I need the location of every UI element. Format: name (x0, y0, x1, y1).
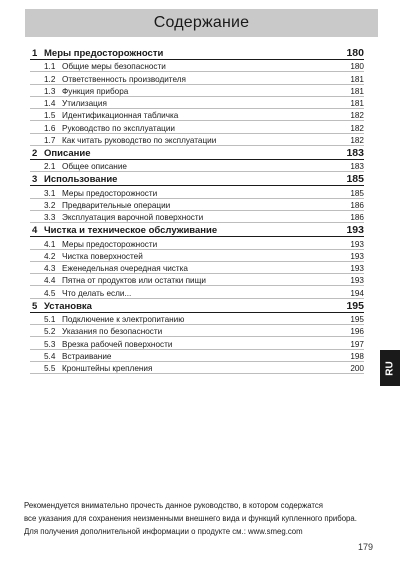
toc-item-title (44, 111, 178, 120)
footer-note (24, 500, 384, 538)
toc-item-number: 5.1 (44, 315, 56, 325)
toc-item-page: 182 (350, 136, 364, 146)
toc-item-number: 1.3 (44, 86, 56, 96)
toc-item-number: 1.4 (44, 99, 56, 109)
toc-item-page: 186 (350, 213, 364, 223)
toc-item-title (44, 213, 203, 222)
page-title: Содержание (153, 14, 250, 31)
toc-item-number: 4.5 (44, 288, 56, 298)
toc-item-page: 195 (350, 315, 364, 325)
toc-item-label: Утилизация (62, 99, 107, 109)
toc-section-number: 5 (32, 300, 38, 312)
toc-item-title (44, 162, 127, 171)
toc-item-row[interactable] (30, 237, 364, 249)
toc-item-label: Меры предосторожности (62, 239, 158, 249)
toc-item-page: 193 (350, 276, 364, 286)
toc-item-label: Эксплуатация варочной поверхности (62, 213, 204, 223)
toc-item-page: 198 (350, 351, 364, 361)
toc-item-label: Функция прибора (62, 86, 129, 96)
toc-item-row[interactable] (30, 85, 364, 97)
toc-item-row[interactable] (30, 250, 364, 262)
toc-item-page: 181 (350, 86, 364, 96)
toc-item-title (44, 352, 111, 361)
toc-item-label: Чистка поверхностей (62, 251, 143, 261)
toc-item-page: 193 (350, 239, 364, 249)
toc-item-label: Еженедельная очередная чистка (62, 264, 188, 274)
toc-section-row[interactable] (30, 224, 364, 237)
toc-item-row[interactable] (30, 160, 364, 172)
toc-item-number: 3.3 (44, 213, 56, 223)
toc-item-number: 3.2 (44, 200, 56, 210)
toc-section-page: 195 (346, 299, 364, 312)
table-of-contents (30, 46, 364, 374)
toc-item-number: 5.2 (44, 327, 56, 337)
toc-section-title (30, 148, 91, 159)
toc-item-row[interactable] (30, 60, 364, 72)
toc-item-title (44, 189, 157, 198)
toc-section-title (30, 225, 217, 236)
toc-item-number: 4.1 (44, 239, 56, 249)
toc-item-row[interactable] (30, 274, 364, 286)
toc-item-number: 3.1 (44, 188, 56, 198)
toc-item-row[interactable] (30, 199, 364, 211)
footer-line-3: Для получения дополнительной информации о продукте см.: www.smeg.com (24, 526, 303, 536)
toc-item-row[interactable] (30, 186, 364, 198)
toc-item-label: Общие меры безопасности (62, 62, 166, 72)
language-tab-label: RU (384, 360, 396, 376)
toc-item-label: Предварительные операции (62, 200, 171, 210)
toc-item-number: 5.4 (44, 351, 56, 361)
toc-item-label: Меры предосторожности (62, 188, 158, 198)
toc-item-title (44, 136, 216, 145)
toc-section-title (30, 174, 117, 185)
toc-item-number: 1.2 (44, 74, 56, 84)
toc-item-page: 186 (350, 200, 364, 210)
toc-item-title (44, 87, 128, 96)
toc-section-number: 3 (32, 174, 38, 186)
toc-section-label: Чистка и техническое обслуживание (44, 225, 218, 237)
toc-section-label: Использование (44, 174, 118, 186)
toc-item-page: 193 (350, 251, 364, 261)
toc-item-row[interactable] (30, 97, 364, 109)
toc-section-row[interactable] (30, 147, 364, 160)
toc-item-label: Идентификационная табличка (62, 111, 179, 121)
toc-item-row[interactable] (30, 286, 364, 298)
toc-item-title (44, 276, 206, 285)
toc-item-title (44, 327, 162, 336)
toc-item-row[interactable] (30, 134, 364, 146)
toc-section-title (30, 48, 163, 59)
toc-title-bar (25, 9, 378, 37)
toc-section-title (30, 301, 92, 312)
toc-item-label: Подключение к электропитанию (62, 315, 185, 325)
toc-item-page: 183 (350, 162, 364, 172)
toc-item-row[interactable] (30, 262, 364, 274)
toc-item-number: 1.6 (44, 123, 56, 133)
toc-item-title (44, 315, 184, 324)
footer-line-1: Рекомендуется внимательно прочесть данное руководство, в котором содержатся (24, 501, 323, 510)
toc-item-row[interactable] (30, 72, 364, 84)
toc-item-label: Кронштейны крепления (62, 364, 153, 374)
toc-item-title (44, 240, 157, 249)
toc-item-title (44, 99, 107, 108)
toc-section-label: Установка (44, 300, 92, 312)
toc-section-row[interactable] (30, 47, 364, 60)
toc-section-row[interactable] (30, 173, 364, 186)
toc-item-number: 1.7 (44, 136, 56, 146)
toc-item-row[interactable] (30, 313, 364, 325)
toc-item-title (44, 201, 170, 210)
toc-item-label: Руководство по эксплуатации (62, 123, 175, 133)
toc-section-page: 185 (346, 173, 364, 186)
toc-item-page: 181 (350, 74, 364, 84)
toc-item-label: Пятна от продуктов или остатки пищи (62, 276, 206, 286)
toc-item-label: Общее описание (62, 162, 127, 172)
toc-item-number: 1.1 (44, 62, 56, 72)
toc-item-page: 182 (350, 111, 364, 121)
toc-item-title (44, 62, 166, 71)
toc-item-row[interactable] (30, 211, 364, 223)
toc-item-title (44, 264, 188, 273)
toc-item-page: 194 (350, 288, 364, 298)
toc-section-page: 180 (346, 47, 364, 59)
toc-item-page: 182 (350, 123, 364, 133)
toc-item-label: Что делать если... (62, 288, 132, 298)
toc-item-title (44, 124, 175, 133)
toc-item-label: Встраивание (62, 351, 112, 361)
toc-item-number: 4.3 (44, 264, 56, 274)
toc-item-number: 5.5 (44, 364, 56, 374)
toc-item-row[interactable] (30, 362, 364, 374)
toc-section-page: 193 (346, 224, 364, 237)
toc-section-number: 4 (32, 225, 38, 237)
toc-item-number: 2.1 (44, 162, 56, 172)
footer-line-2: все указания для сохранения неизменными внешнего вида и функций купленного прибора. (24, 513, 357, 523)
toc-item-label: Ответственность производителя (62, 74, 186, 84)
toc-item-row[interactable] (30, 325, 364, 337)
toc-item-page: 200 (350, 364, 364, 374)
toc-item-page: 193 (350, 264, 364, 274)
toc-item-page: 180 (350, 62, 364, 72)
toc-item-row[interactable] (30, 350, 364, 362)
language-tab (380, 350, 400, 386)
toc-item-number: 4.4 (44, 276, 56, 286)
toc-item-page: 196 (350, 327, 364, 337)
toc-item-page: 181 (350, 99, 364, 109)
toc-section-number: 1 (32, 48, 38, 59)
toc-item-title (44, 289, 131, 298)
toc-item-row[interactable] (30, 109, 364, 121)
toc-section-label: Меры предосторожности (44, 48, 164, 59)
toc-item-number: 5.3 (44, 339, 56, 349)
toc-item-title (44, 75, 186, 84)
toc-item-number: 1.5 (44, 111, 56, 121)
toc-item-page: 185 (350, 188, 364, 198)
toc-item-title (44, 364, 152, 373)
toc-item-page: 197 (350, 339, 364, 349)
toc-item-label: Указания по безопасности (62, 327, 163, 337)
toc-item-number: 4.2 (44, 251, 56, 261)
toc-item-row[interactable] (30, 337, 364, 349)
page-number: 179 (358, 542, 374, 552)
toc-item-label: Как читать руководство по эксплуатации (62, 136, 217, 146)
toc-item-label: Врезка рабочей поверхности (62, 339, 173, 349)
toc-section-row[interactable] (30, 300, 364, 313)
toc-item-title (44, 340, 172, 349)
toc-section-page: 183 (346, 147, 364, 160)
toc-section-number: 2 (32, 148, 38, 160)
toc-item-title (44, 252, 143, 261)
toc-section-label: Описание (44, 148, 91, 160)
toc-item-row[interactable] (30, 121, 364, 133)
